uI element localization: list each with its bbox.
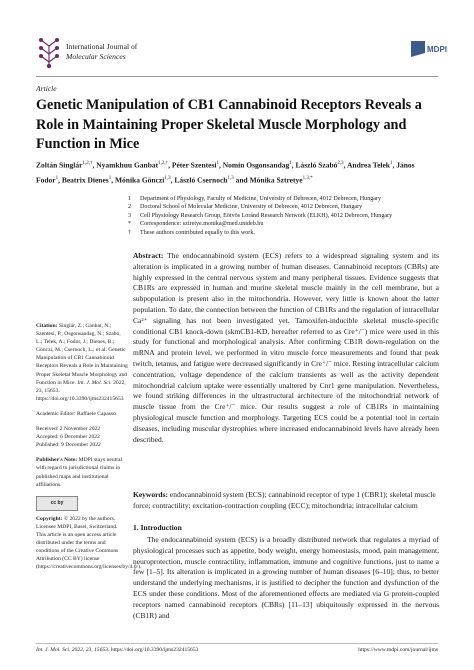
affiliation-item	[128, 195, 440, 203]
author-name: Péter Szentesi	[171, 160, 217, 170]
affiliation-item	[128, 220, 440, 228]
author-name: János Fodor	[36, 160, 415, 184]
author-name: Zoltán Singlár	[36, 160, 83, 170]
abstract-text: The endocannabinoid system (ECS) refers to a widespread signaling system and its alteration is implicated in a growing number of human diseases. Cannabinoid receptors (CBRs) are highly expressed in the central nervous system and many peripheral tissues. Evidence suggests that CB1Rs are expressed in human and murine skeletal muscle mainly in the cell membrane, but a subpopulation is present also in the mitochondria. However, very little is known about the latter population. To date, the connection between the function of CB1Rs and the regulation of intracellular Ca²⁺ signaling has not been investigated yet. Tamoxifen-inducible skeletal muscle-specific conditional CB1 knock-down (skmCB1-KD, hereafter referred to as Cre⁺/⁻) mice were used in this study for functional and morphological analysis. After confirming CB1R down-regulation on the mRNA and protein level, we performed in vitro muscle force measurements and found that peak twitch, tetanus, and fatigue were decreased significantly in Cre⁺/⁻ mice. Resting intracellular calcium concentration, voltage dependence of the calcium transients as well as the activity dependent mitochondrial calcium uptake were essentially unaltered by Cnr1 gene manipulation. Nevertheless, we found striking differences in the ultrastructural architecture of the mitochondrial network of muscle tissue from the Cre⁺/⁻ mice. Our results suggest a role of CB1Rs in maintaining physiological muscle function and morphology. Targeting ECS could be a potential tool in certain diseases, including muscular dystrophies where increased endocannabinoid levels have already been described.	[133, 251, 439, 444]
affiliations	[128, 195, 440, 237]
footer-citation	[36, 647, 198, 653]
received-date: Received: 2 November 2022	[36, 426, 101, 433]
author-affiliation-marker: 1,3	[227, 175, 234, 181]
affiliation-text: Department of Physiology, Faculty of Medicine, University of Debrecen, 4012 Debrecen, Hungary	[140, 196, 382, 202]
sidebar	[36, 322, 142, 578]
affiliation-key: †	[128, 229, 132, 236]
affiliation-key: 2	[128, 204, 132, 211]
cc-by-license-icon[interactable]: cc by	[36, 496, 78, 511]
author-name: Nyamkhuu Ganbat	[96, 160, 159, 170]
author-list: Zoltán Singlár$^{1,2,\dagger}$, Nyamkhuu Ganbat$^{1,2,\dagger}$, Péter Szentesi$^1$, Nomin Osgonsandag$^1$, László Szabó$^{2,3}$, Andrea Telek$^1$, János Fodor$^1$, Beatrix Dienes$^1$, Mónika Gönczi$^{1,3}$, László Csernoch$^{1,3}$ and Mónika Sztretye$^{1,3,*}$	[36, 160, 415, 184]
author-name: Mónika Gönczi	[114, 175, 165, 184]
citation-text: Singlár, Z.; Ganbat, N.; Szentesi, P.; Osgonsandag, N.; Szabó, L.; Telek, A.; Fodor, J.; Dienes, B.; Gönczi, M.; Csernoch, L.; et al. Genetic Manipulation of CB1 Cannabinoid Receptors Reveals a Role in Maintaining Proper Skeletal Muscle Morphology and Function in Mice.	[36, 323, 128, 386]
author-name: Andrea Telek	[346, 160, 390, 170]
introduction-text: The endocannabinoid system (ECS) is a broadly distributed network that regulates a myriad of physiological processes such as appetite, body weight, energy homeostasis, mood, pain management, neuroprotection, muscle contractility, inflammation, immune and cognitive functions, just to name a few [1–5]. Its alteration is implicated in a growing number of human diseases [6–10]; thus, to better understand the underlying mechanisms, it is justified to decipher the function and dysfunction of the ECS under these conditions. Most of the aforementioned effects are mediated via G protein-coupled receptors named cannabinoid receptors (CBRs) [11–13] ubiquitously expressed in the nervous (CB1R) and	[133, 535, 439, 620]
author-name: Nomin Osgonsandag	[222, 160, 290, 170]
affiliation-text: Cell Physiology Research Group, Eötvös Loránd Research Network (ELKH), 4012 Debrecen, Hungary	[140, 212, 393, 219]
affiliation-item	[128, 229, 440, 237]
footer-doi-link[interactable]: https://doi.org/10.3390/ijms232415653	[110, 647, 199, 653]
author-name: Beatrix Dienes	[61, 175, 109, 184]
affiliation-text: These authors contributed equally to this work.	[140, 229, 255, 236]
header-divider	[36, 76, 438, 77]
journal-name	[66, 42, 137, 61]
footer-journal: Int. J. Mol. Sci. 2022, 23, 15653.	[36, 647, 110, 653]
author-name: László Csernoch	[174, 175, 228, 184]
article-title: Genetic Manipulation of CB1 Cannabinoid Receptors Reveals a Role in Maintaining Proper Skeletal Muscle Morphology and Function in Mice	[36, 97, 422, 152]
citation-label: Citation:	[36, 323, 58, 329]
author-affiliation-marker: 1,2,†	[82, 161, 93, 166]
author-affiliation-marker: 1	[108, 175, 112, 181]
affiliation-key: *	[128, 221, 132, 228]
affiliation-key: 1	[128, 196, 132, 202]
author-affiliation-marker: 1	[55, 175, 59, 181]
academic-editor: Academic Editor: Raffaele Capasso	[36, 410, 116, 417]
author-affiliation-marker: 1,3	[164, 175, 171, 181]
footer-journal-link[interactable]: https://www.mdpi.com/journal/ijms	[358, 647, 438, 653]
author-affiliation-marker: 1,3,*	[302, 175, 313, 181]
keywords-label: Keywords:	[133, 490, 168, 499]
journal-name-line1: International Journal of	[66, 42, 138, 51]
author-name: László Szabó	[295, 160, 338, 170]
journal-logo-icon	[36, 36, 62, 70]
dates-block	[36, 425, 128, 449]
author-affiliation-marker: 1	[216, 161, 220, 166]
author-name: Mónika Sztretye	[249, 175, 303, 184]
copyright-text: © 2022 by the authors. Licensee MDPI, Basel, Switzerland. This article is an open access article distributed under the terms and conditions of the Creative Commons Attribution (CC BY) license (https://creativecommons.org/licenses/by/4.0/).	[36, 515, 142, 571]
abstract-label: Abstract:	[133, 251, 164, 260]
article-type: Article	[36, 84, 57, 93]
svg-text:MDPI: MDPI	[427, 45, 447, 54]
affiliation-item	[128, 212, 440, 220]
journal-name-line2: Molecular Sciences	[66, 51, 126, 61]
citation-doi[interactable]: 2022, 23, 15653. https://doi.org/10.3390/ijms232415653	[36, 379, 126, 402]
affiliation-text: Correspondence: sztretye.monika@med.unideb.hu	[140, 221, 264, 228]
introduction-heading: 1. Introduction	[133, 523, 182, 532]
published-date: Published: 9 December 2022	[36, 442, 101, 449]
author-affiliation-marker: 1	[389, 161, 393, 166]
publisher-note-label: Publisher's Note:	[36, 457, 78, 464]
publisher-note	[36, 456, 128, 488]
author-affiliation-marker: 1	[289, 161, 292, 166]
abstract	[133, 251, 439, 445]
author-affiliation-marker: 2,3	[337, 161, 344, 166]
affiliation-text: Doctoral School of Molecular Medicine, University of Debrecen, 4012 Debrecen, Hungary	[140, 204, 363, 211]
copyright-block	[36, 515, 142, 572]
keywords	[133, 490, 439, 512]
citation-journal: Int. J. Mol. Sci.	[77, 379, 112, 386]
copyright-label: Copyright:	[36, 515, 63, 522]
footer-divider	[36, 643, 438, 644]
affiliation-item	[128, 203, 440, 211]
accepted-date: Accepted: 6 December 2022	[36, 434, 100, 441]
publisher-note-text: MDPI stays neutral with regard to jurisdictional claims in published maps and institutional affiliations.	[36, 457, 123, 488]
page-footer	[36, 647, 438, 653]
mdpi-logo-icon	[408, 39, 447, 59]
affiliation-key: 3	[128, 212, 132, 219]
author-affiliation-marker: 1,2,†	[158, 161, 169, 166]
citation-block	[36, 322, 128, 403]
keywords-text: endocannabinoid system (ECS); cannabinoid receptor of type 1 (CBR1); skeletal muscle force; contractility; excitation-contraction coupling (ECC); mitochondria; intracellular calcium	[133, 490, 436, 510]
